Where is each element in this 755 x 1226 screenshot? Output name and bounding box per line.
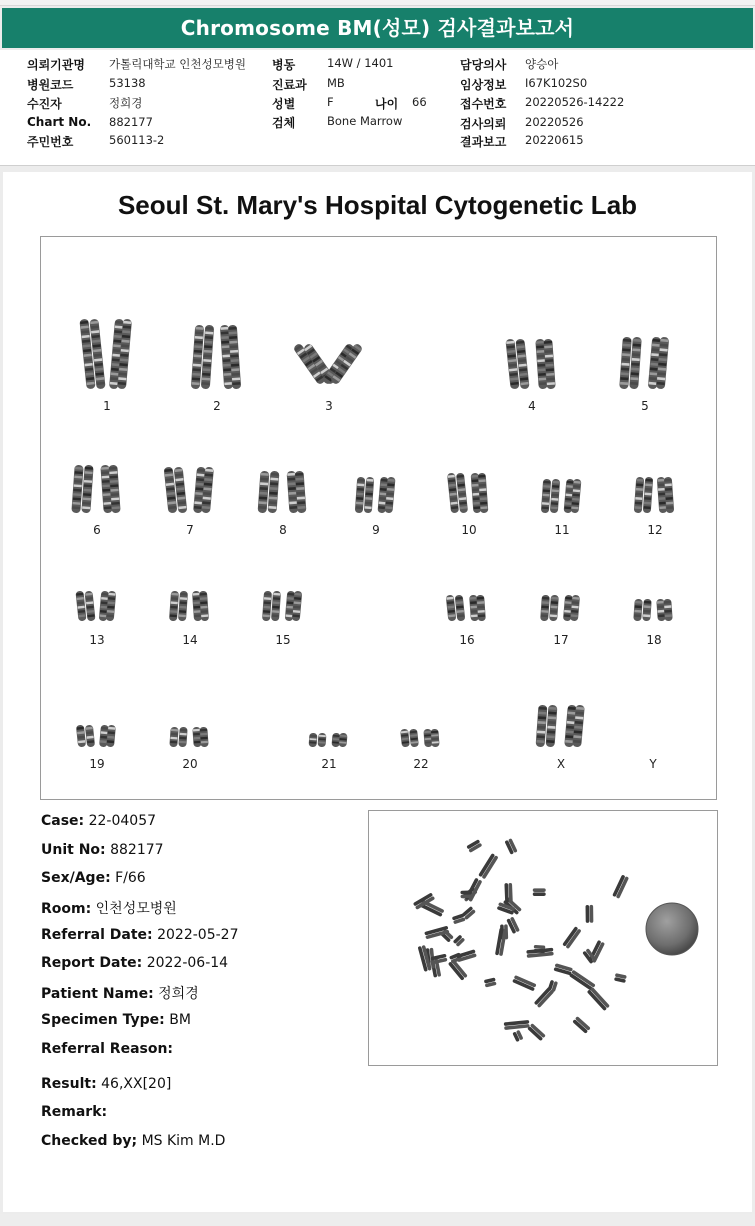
chromosome-pair-3	[293, 343, 364, 386]
unit-no-row: Unit No: 882177	[41, 842, 164, 858]
info-label-institution: 의뢰기관명	[27, 58, 85, 72]
chromosome-label-21: 21	[321, 757, 337, 771]
chromosome-pair-15	[262, 591, 302, 622]
chromosome-pair-x	[536, 705, 585, 748]
metaphase-image	[369, 811, 717, 1065]
karyogram-panel	[40, 236, 717, 800]
info-label-doctor: 담당의사	[460, 58, 507, 72]
info-label-clinical-info: 임상정보	[460, 78, 507, 92]
remark-row: Remark:	[41, 1104, 108, 1120]
metaphase-chromosome	[548, 980, 558, 992]
chromosome-label-19: 19	[89, 757, 105, 771]
chromosome-pair-18	[633, 599, 673, 622]
chromosome-label-16: 16	[459, 633, 475, 647]
chromosome-pair-2	[191, 325, 241, 389]
metaphase-chromosome	[504, 1020, 530, 1030]
top-stripe	[0, 0, 755, 6]
chromosome-pair-4	[505, 339, 555, 390]
chromosome-label-1: 1	[103, 399, 111, 413]
metaphase-chromosome	[453, 934, 466, 947]
lab-title: Seoul St. Mary's Hospital Cytogenetic Lab	[117, 190, 638, 220]
metaphase-chromosome	[562, 926, 581, 949]
chromosome-label-9: 9	[372, 523, 380, 537]
metaphase-panel	[368, 810, 718, 1066]
metaphase-chromosome	[553, 963, 573, 975]
chromosome-pair-16	[446, 595, 486, 622]
chromosome-label-y: Y	[649, 757, 657, 771]
info-label-age: 나이	[375, 97, 399, 111]
chromosome-pair-14	[169, 591, 209, 621]
info-value-chart-no: 882177	[109, 115, 153, 129]
patient-info-panel	[0, 50, 755, 166]
case-row: Case: 22-04057	[41, 813, 157, 829]
chromosome-label-11: 11	[554, 523, 570, 537]
metaphase-chromosome	[534, 986, 555, 1008]
info-label-resident-no: 주민번호	[27, 135, 74, 149]
patient-name-row: Patient Name: 정희경	[41, 986, 199, 1002]
referral-date-row: Referral Date: 2022-05-27	[41, 927, 239, 943]
info-value-report-date: 20220615	[525, 133, 584, 147]
chromosome-label-17: 17	[553, 633, 569, 647]
metaphase-chromosome	[448, 959, 468, 981]
chromosome-label-10: 10	[461, 523, 477, 537]
chromosome-label-2: 2	[213, 399, 221, 413]
info-value-specimen: Bone Marrow	[327, 114, 403, 128]
chromosome-label-15: 15	[275, 633, 291, 647]
chromosome-pair-7	[164, 467, 214, 514]
report-title: Chromosome BM(성모) 검사결과보고서	[2, 8, 753, 48]
info-value-receipt-no: 20220526-14222	[525, 95, 625, 109]
chromosome-label-18: 18	[646, 633, 662, 647]
interphase-nucleus	[646, 903, 698, 955]
info-label-department: 진료과	[272, 78, 307, 92]
chromosome-pair-20	[169, 727, 208, 748]
info-label-receipt-no: 접수번호	[460, 97, 507, 111]
info-value-age: 66	[412, 95, 427, 109]
chromosome-label-4: 4	[528, 399, 536, 413]
karyogram-image	[41, 237, 716, 799]
bottom-stripe	[0, 1214, 755, 1226]
chromosome-label-x: X	[556, 757, 566, 771]
info-value-doctor: 양승아	[525, 57, 559, 71]
info-label-request-date: 검사의뢰	[460, 117, 507, 131]
info-value-resident-no: 560113-2	[109, 133, 165, 147]
metaphase-chromosome	[506, 917, 520, 935]
chromosome-label-7: 7	[186, 523, 194, 537]
chromosome-pair-1	[79, 319, 132, 390]
metaphase-chromosome	[452, 913, 466, 924]
info-label-chart-no: Chart No.	[27, 115, 92, 129]
metaphase-chromosome	[466, 839, 482, 853]
chromosome-label-13: 13	[89, 633, 105, 647]
chromosome-pair-12	[634, 477, 674, 513]
chromosome-label-3: 3	[325, 399, 333, 413]
chromosome-label-6: 6	[93, 523, 101, 537]
specimen-type-row: Specimen Type: BM	[41, 1012, 191, 1028]
room-row: Room: 인천성모병원	[41, 901, 177, 917]
info-value-department: MB	[327, 76, 345, 90]
sex-age-row: Sex/Age: F/66	[41, 870, 146, 886]
chromosome-label-20: 20	[182, 757, 198, 771]
chromosome-pair-13	[75, 591, 116, 622]
metaphase-chromosome	[612, 874, 629, 898]
metaphase-chromosome	[586, 905, 594, 923]
chromosome-label-8: 8	[279, 523, 287, 537]
metaphase-chromosome	[484, 977, 497, 987]
checked-by-row: Checked by; MS Kim M.D	[41, 1133, 226, 1149]
info-value-request-date: 20220526	[525, 115, 584, 129]
report-date-row: Report Date: 2022-06-14	[41, 955, 229, 971]
info-value-institution: 가톨릭대학교 인천성모병원	[109, 57, 246, 71]
metaphase-chromosome	[504, 838, 517, 855]
info-label-ward: 병동	[272, 58, 296, 72]
info-value-sex: F	[327, 95, 334, 109]
chromosome-pair-22	[400, 729, 440, 748]
info-value-hospital-code: 53138	[109, 76, 146, 90]
metaphase-chromosome	[572, 1016, 590, 1034]
info-label-patient: 수진자	[27, 97, 62, 111]
chromosome-pair-11	[541, 479, 582, 514]
info-value-clinical-info: I67K102S0	[525, 76, 588, 90]
metaphase-chromosome	[512, 1030, 523, 1042]
info-label-sex: 성별	[272, 97, 296, 111]
referral-reason-row: Referral Reason:	[41, 1041, 174, 1057]
chromosome-pair-9	[355, 477, 396, 514]
metaphase-chromosome	[456, 949, 477, 962]
info-value-patient: 정희경	[109, 96, 143, 110]
chromosome-pair-10	[447, 473, 488, 514]
metaphase-chromosome	[533, 888, 546, 896]
chromosome-pair-8	[258, 471, 307, 514]
metaphase-chromosome	[614, 973, 627, 983]
chromosome-pair-5	[619, 337, 669, 390]
result-row: Result: 46,XX[20]	[41, 1076, 172, 1092]
chromosome-label-5: 5	[641, 399, 649, 413]
chromosome-pair-6	[71, 465, 120, 514]
metaphase-chromosome	[495, 928, 507, 956]
metaphase-chromosome	[587, 987, 610, 1011]
metaphase-chromosome	[512, 975, 536, 991]
info-value-ward: 14W / 1401	[327, 56, 394, 70]
chromosome-label-22: 22	[413, 757, 429, 771]
metaphase-chromosome	[527, 1023, 546, 1041]
metaphase-chromosome	[504, 883, 512, 903]
metaphase-chromosome	[478, 853, 498, 879]
info-label-hospital-code: 병원코드	[27, 78, 74, 92]
info-label-report-date: 결과보고	[460, 135, 507, 149]
chromosome-pair-19	[76, 725, 116, 748]
info-label-specimen: 검체	[272, 116, 296, 130]
chromosome-pair-21	[309, 733, 348, 748]
chromosome-pair-17	[540, 595, 580, 622]
chromosome-label-12: 12	[647, 523, 663, 537]
metaphase-chromosome	[533, 945, 545, 953]
chromosome-label-14: 14	[182, 633, 198, 647]
